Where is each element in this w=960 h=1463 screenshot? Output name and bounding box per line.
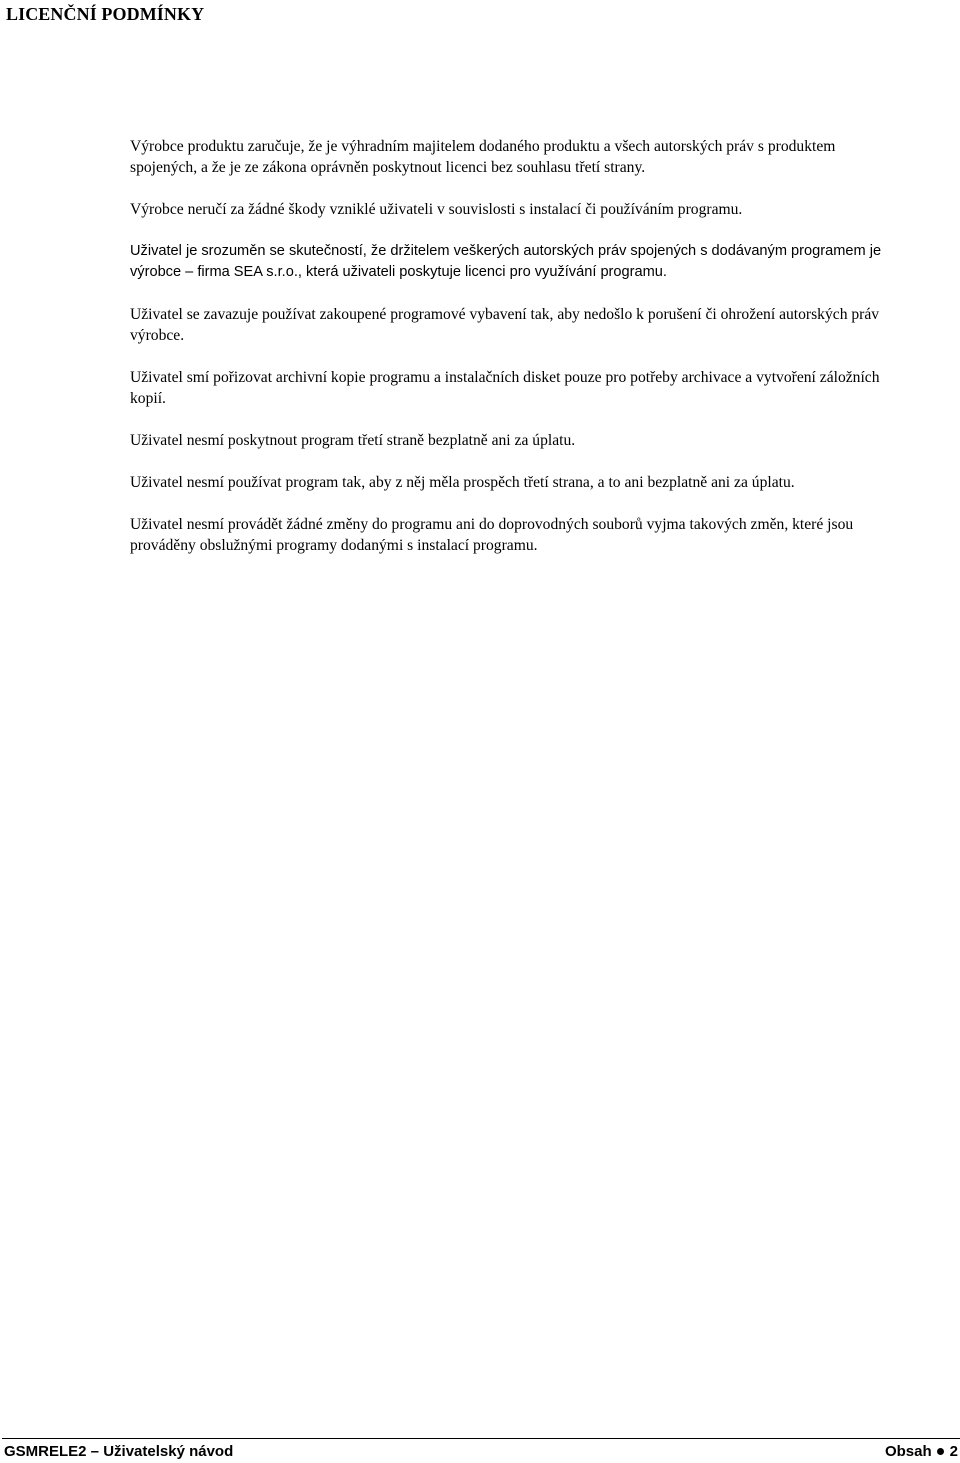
paragraph-ownership: Výrobce produktu zaručuje, že je výhradním majitelem dodaného produktu a všech autorských práv s produktem spojených, a že je ze zákona oprávněn poskytnout licenci bez souhlasu třetí strany. [130,138,836,176]
paragraph-archive-copies: Uživatel smí pořizovat archivní kopie programu a instalačních disket pouze pro potřeby archivace a vytvoření záložních kopií. [130,369,880,407]
paragraph-copyright-holder: Uživatel je srozuměn se skutečností, že držitelem veškerých autorských práv spojených s dodávaným programem je výrobce – firma SEA s.r.o., která uživateli poskytuje licenci pro využívání programu. [130,243,882,280]
footer-section-label: Obsah [884,1443,932,1460]
footer-page-number: 2 [949,1443,958,1460]
paragraph-no-third-party-benefit: Uživatel nesmí používat program tak, aby z něj měla prospěch třetí strana, a to ani bezplatně ani za úplatu. [130,474,795,491]
license-text [130,136,905,556]
paragraph-no-modifications: Uživatel nesmí provádět žádné změny do programu ani do doprovodných souborů vyjma takových změn, které jsou prováděny obslužnými programy dodanými s instalací programu. [130,516,854,554]
page-title: LICENČNÍ PODMÍNKY [6,4,205,24]
footer-divider [2,1438,960,1439]
footer-document-title: GSMRELE2 – Uživatelský návod [4,1443,234,1460]
footer-page-info [885,1443,958,1461]
paragraph-no-third-party: Uživatel nesmí poskytnout program třetí straně bezplatně ani za úplatu. [130,432,576,449]
paragraph-liability: Výrobce neručí za žádné škody vzniklé uživateli v souvislosti s instalací či používáním programu. [130,201,743,218]
paragraph-usage-obligation: Uživatel se zavazuje používat zakoupené programové vybavení tak, aby nedošlo k porušení či ohrožení autorských práv výrobce. [130,306,880,344]
bullet-icon [937,1448,944,1455]
